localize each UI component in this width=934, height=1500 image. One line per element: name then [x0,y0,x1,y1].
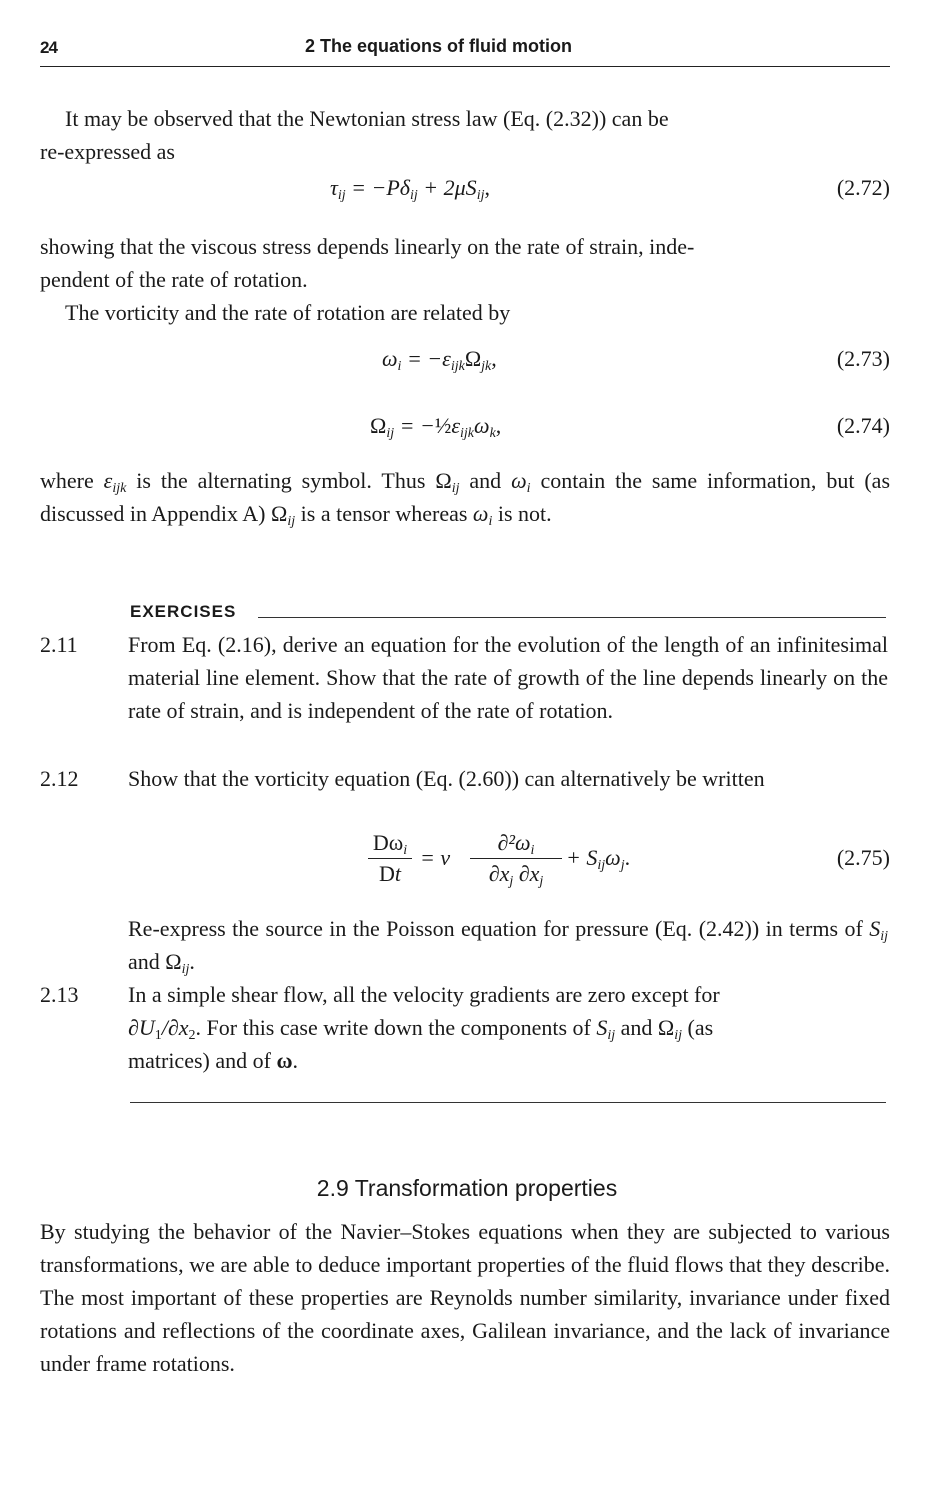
section-body-paragraph: By studying the behavior of the Navier–Stokes equations when they are subjected to various transformations, we are able to deduce important properties of the fluid flows that they describe. The most important of these properties are Reynolds number similarity, invariance under fixed rotations and reflections of the coordinate axes, Galilean invariance, and the lack of invariance under frame rotations. [40,1219,890,1376]
paragraph-line: re-expressed as [40,139,175,164]
heading-rule [258,617,886,618]
equation-2-75: $D\omega_i$ Dt = ν $\frac{\partial^2\omega_i}{\partial x_j \partial x_j}$ + $S_{ij}\omega_j$. (2.75) [0,828,934,894]
exercise-2-13-text: In a simple shear flow, all the velocity gradients are zero except for $\partial U_1/\partial x_2$. For this case write down the components of $S_{ij}$ and $\Omega_{ij}$ (as matrices) and of ω. [128,982,720,1073]
exercise-number: 2.13 [40,982,79,1007]
fraction-d-omega-dt: $D\omega_i$ Dt [368,828,412,889]
exercise-2-11-text: From Eq. (2.16), derive an equation for the evolution of the length of an infinitesimal material line element. Show that the rate of growth of the line depends linearly on the rate of strain, and is independent of the rate of rotation. [128,632,888,723]
exercises-heading [130,602,886,626]
paragraph-line: showing that the viscous stress depends linearly on the rate of strain, inde- [40,234,695,259]
equation-number: (2.73) [836,346,890,371]
page-number: 24 [40,38,57,57]
running-head: 2 The equations of fluid motion [305,36,572,56]
fraction-laplacian: $\frac{\partial^2\omega_i}{\partial x_j \partial x_j}$ [470,828,562,889]
paragraph-alternating-symbol: where $\varepsilon_{ijk}$ is the alternating symbol. Thus $\Omega_{ij}$ and $\omega_i$ contain the same information, but (as discussed in Appendix A) $\Omega_{ij}$ is a tensor whereas $\omega_i$ is not. [40,468,891,529]
exercises-label: EXERCISES [130,602,237,621]
equation-number: (2.72) [836,175,890,200]
paragraph-viscous-stress [40,230,890,296]
paragraph-vorticity-relation: The vorticity and the rate of rotation are related by [65,300,511,325]
paragraph-line: pendent of the rate of rotation. [40,267,308,292]
equation-number: (2.75) [836,845,890,870]
exercise-number: 2.12 [40,766,79,791]
exercise-2-12-text: Show that the vorticity equation (Eq. (2.60)) can alternatively be written [128,766,765,791]
equation-2-73: $\omega_i = -\varepsilon_{ijk}\Omega_{jk}$, (2.73) [0,342,934,376]
paragraph-line: It may be observed that the Newtonian stress law (Eq. (2.32)) can be [65,106,669,131]
page-header [40,34,890,67]
exercise-number: 2.11 [40,632,78,657]
equation-number: (2.74) [836,413,890,438]
section-heading: 2.9 Transformation properties [316,1175,618,1201]
exercises-end-rule [130,1102,886,1103]
equation-2-74: $\Omega_{ij}$ = $-\frac{1}{2}\varepsilon_{ijk}\omega_k$, (2.74) [0,409,934,443]
exercise-2-12-continuation: Re-express the source in the Poisson equation for pressure (Eq. (2.42)) in terms of $S_{ij}$ and $\Omega_{ij}$. [128,916,888,977]
paragraph-newtonian-stress [40,102,890,168]
equation-2-72: $\tau_{ij} = -P\delta_{ij} + 2\mu S_{ij}$, (2.72) [0,171,934,205]
